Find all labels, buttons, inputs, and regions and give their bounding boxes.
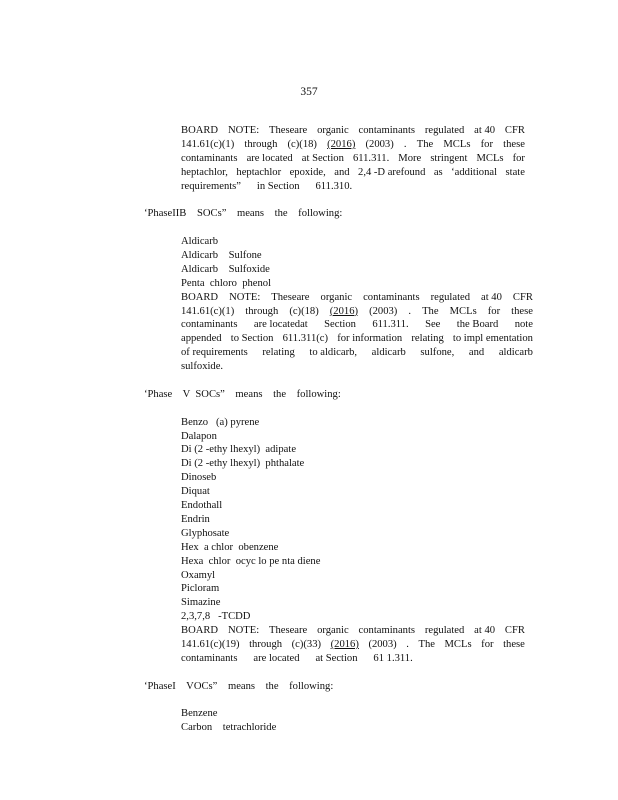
note-word: (c)(18) <box>289 305 319 317</box>
note-word: CFR <box>504 625 525 637</box>
note-word: contaminants <box>358 125 416 136</box>
board-note-line <box>0 166 618 180</box>
list-item: Hexa chlor ocyc lo pe nta diene <box>181 555 321 567</box>
note-word: MCLs <box>449 305 477 317</box>
note-word: BOARD <box>181 625 219 637</box>
note-word: to aldicarb, <box>309 347 358 359</box>
board-note-line <box>0 624 618 638</box>
note-word: ‘additional <box>451 166 498 178</box>
note-word: to impl ementation <box>452 333 533 345</box>
note-word: are located <box>246 152 293 164</box>
note-word: at 40 <box>474 625 496 637</box>
note-word: The <box>422 305 439 317</box>
board-note-line <box>0 291 618 305</box>
note-word: at 40 <box>474 125 496 136</box>
note-word: More <box>398 152 422 164</box>
board-note-line <box>0 305 618 319</box>
list-item: Dalapon <box>181 430 217 442</box>
list-item: Aldicarb Sulfoxide <box>181 263 270 275</box>
note-word: appended <box>181 333 222 345</box>
phase-iib-board-note <box>0 291 618 374</box>
board-note-line <box>0 124 618 138</box>
note-word: The <box>416 138 434 150</box>
board-note-line <box>0 332 618 346</box>
note-word: 611.311(c) <box>282 333 329 345</box>
note-word: to Section <box>230 333 274 345</box>
list-item: Aldicarb <box>181 236 219 248</box>
note-word: Section <box>324 319 356 331</box>
list-item: Hex a chlor obenzene <box>181 541 279 553</box>
note-word: at 40 <box>481 291 502 303</box>
phase-v-socs-heading: ‘Phase V SOCs” means the following: <box>144 388 341 400</box>
note-word: for <box>487 305 501 317</box>
note-word: CFR <box>504 125 525 136</box>
note-word: as <box>433 166 443 178</box>
phase-iib-list <box>0 235 618 291</box>
note-word: epoxide, <box>289 166 326 178</box>
note-word: at Section <box>299 652 358 664</box>
list-item: Glyphosate <box>181 527 230 539</box>
list-item: Dinoseb <box>181 472 217 484</box>
note-word: organic <box>320 291 353 303</box>
list-item: Endothall <box>181 500 223 512</box>
note-word: 611.311. <box>352 152 390 164</box>
note-word: organic <box>317 625 349 637</box>
note-word: aldicarb <box>498 347 533 359</box>
note-word: sulfoxide. <box>181 361 224 373</box>
note-word: BOARD <box>181 125 219 136</box>
board-note-line <box>0 180 618 194</box>
list-item: Di (2 -ethy lhexyl) adipate <box>181 444 297 456</box>
note-word: relating <box>411 333 444 345</box>
note-word: through <box>244 138 278 150</box>
note-word: (2016) <box>329 305 359 317</box>
note-word: the Board <box>456 319 499 331</box>
note-word: . <box>403 138 407 150</box>
note-word: 611.311. <box>372 319 409 331</box>
board-note-line <box>0 152 618 166</box>
note-word: relating <box>262 347 295 359</box>
note-word: these <box>503 138 525 150</box>
page-number: 357 <box>300 86 318 98</box>
list-item: Penta chloro phenol <box>181 277 272 289</box>
note-word: heptachlor, <box>181 166 228 178</box>
note-word: are located <box>237 652 300 664</box>
note-word: and <box>468 347 485 359</box>
note-word: are locatedat <box>253 319 308 331</box>
note-word: 141.61(c)(19) <box>181 638 240 650</box>
note-word: 611.310. <box>299 180 353 192</box>
list-item: Picloram <box>181 583 220 595</box>
note-word: through <box>245 305 279 317</box>
list-item: Oxamyl <box>181 569 216 581</box>
note-word: for <box>481 638 494 650</box>
list-item: Aldicarb Sulfone <box>181 250 262 262</box>
note-word: through <box>249 638 283 650</box>
note-word: (2016) <box>327 138 356 150</box>
note-word: at Section <box>301 152 344 164</box>
board-note-line <box>0 652 618 666</box>
phase-v-socs-list <box>0 416 618 624</box>
note-word: for <box>512 152 525 164</box>
board-note-line <box>0 638 618 652</box>
note-word: 141.61(c)(1) <box>181 138 235 150</box>
note-word: NOTE: <box>229 291 261 303</box>
note-word: regulated <box>424 125 465 136</box>
phase-iib-heading: ‘PhaseIIB SOCs” means the following: <box>144 208 343 220</box>
note-word: of requirements <box>181 347 248 359</box>
note-word: regulated <box>430 291 471 303</box>
note-word: (2003) <box>365 138 394 150</box>
list-item: 2,3,7,8 -TCDD <box>181 611 251 623</box>
list-item: Carbon tetrachloride <box>181 722 277 734</box>
note-word: NOTE: <box>227 625 260 637</box>
note-word: 141.61(c)(1) <box>181 305 235 317</box>
note-word: regulated <box>424 625 465 637</box>
list-item: Di (2 -ethy lhexyl) phthalate <box>181 458 305 470</box>
note-word: heptachlor <box>236 166 282 178</box>
board-note-line <box>0 360 618 374</box>
note-word: MCLs <box>444 638 472 650</box>
note-word: contaminants <box>181 152 238 164</box>
note-word: MCLs <box>443 138 471 150</box>
note-word: (2016) <box>330 638 359 650</box>
note-word: 61 1.311. <box>357 652 413 664</box>
board-note-line <box>0 318 618 332</box>
list-item: Simazine <box>181 597 221 609</box>
note-word: NOTE: <box>227 125 260 136</box>
note-word: contaminants <box>363 291 420 303</box>
note-word: contaminants <box>358 625 416 637</box>
note-word: stringent <box>430 152 468 164</box>
board-note-1 <box>0 124 618 193</box>
note-word: in Section <box>241 180 300 192</box>
note-word: state <box>505 166 525 178</box>
note-word: BOARD <box>181 291 219 303</box>
note-word: contaminants <box>181 319 238 331</box>
note-word: CFR <box>512 291 533 303</box>
note-word: MCLs <box>476 152 504 164</box>
phase-i-vocs-heading: ‘PhaseI VOCs” means the following: <box>144 680 334 692</box>
note-word: . <box>406 638 409 650</box>
note-word: sulfone, <box>420 347 455 359</box>
note-word: requirements” <box>181 180 242 192</box>
note-word: 2,4 -D arefound <box>358 166 426 178</box>
list-item: Diquat <box>181 486 210 498</box>
phase-v-socs-board-note <box>0 624 618 666</box>
note-word: Theseare <box>271 291 310 303</box>
note-word: Theseare <box>269 625 308 637</box>
note-word: contaminants <box>181 652 238 664</box>
note-word: these <box>511 305 533 317</box>
note-word: See <box>425 319 441 331</box>
note-word: Theseare <box>269 125 308 136</box>
note-word: . <box>408 305 412 317</box>
note-word: note <box>514 319 533 331</box>
list-item: Endrin <box>181 513 210 525</box>
note-word: these <box>503 638 525 650</box>
note-word: The <box>418 638 435 650</box>
note-word: aldicarb <box>371 347 406 359</box>
note-word: and <box>334 166 350 178</box>
note-word: organic <box>317 125 349 136</box>
board-note-line <box>0 346 618 360</box>
list-item: Benzo (a) pyrene <box>181 416 260 428</box>
note-word: for information <box>337 333 403 345</box>
note-word: (2003) <box>368 638 397 650</box>
board-note-line <box>0 138 618 152</box>
note-word: for <box>480 138 493 150</box>
list-item: Benzene <box>181 708 218 720</box>
note-word: (c)(18) <box>287 138 317 150</box>
phase-i-vocs-list <box>0 707 618 735</box>
document-body <box>0 124 618 735</box>
note-word: (2003) <box>369 305 398 317</box>
note-word: (c)(33) <box>291 638 322 650</box>
